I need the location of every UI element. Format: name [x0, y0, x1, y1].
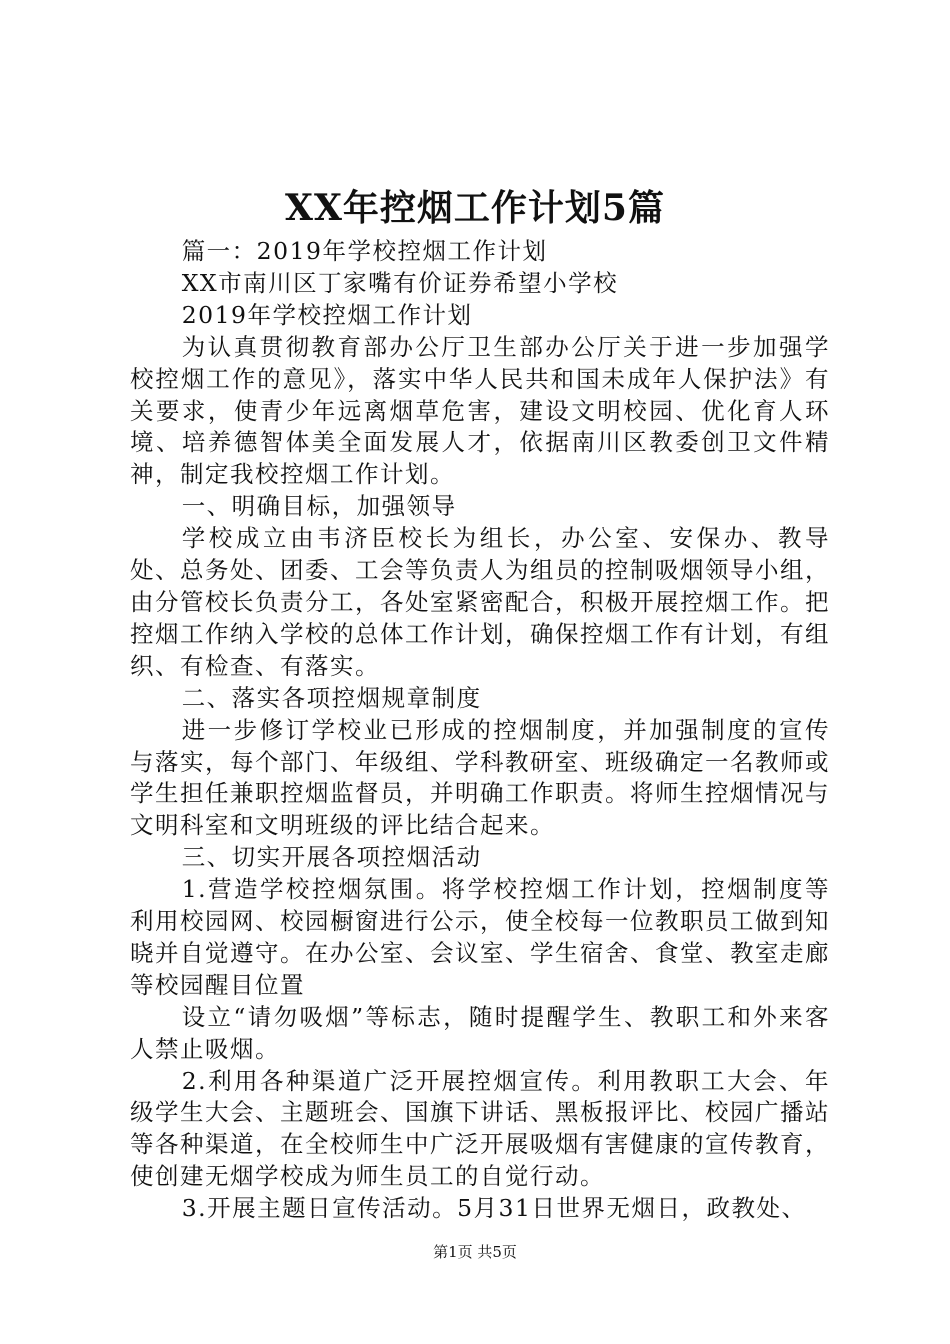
paragraph-section-one-heading: 一、明确目标，加强领导 — [181, 492, 457, 521]
paragraph-item-two: 2.利用各种渠道广泛开展控烟宣传。利用教职工大会、年级学生大会、主题班会、国旗下讲话、黑板报评比、校园广播站等各种渠道，在全校师生中广泛开展吸烟有害健康的宣传教育，使创建无烟学校成为师生员工的自觉行动。 — [130, 1066, 830, 1191]
paragraph-section-two-body: 进一步修订学校业已形成的控烟制度，并加强制度的宣传与落实，每个部门、年级组、学科教研室、班级确定一名教师或学生担任兼职控烟监督员，并明确工作职责。将师生控烟情况与文明科室和文明班级的评比结合起来。 — [130, 715, 830, 840]
paragraph-item-three: 3.开展主题日宣传活动。5月31日世界无烟日，政教处、 — [181, 1194, 807, 1223]
document-title: XX年控烟工作计划5篇 — [285, 187, 665, 229]
paragraph-section-one-body: 学校成立由韦济臣校长为组长，办公室、安保办、教导处、总务处、团委、工会等负责人为组员的控制吸烟领导小组，由分管校长负责分工，各处室紧密配合，积极开展控烟工作。把控烟工作纳入学校的总体工作计划，确保控烟工作有计划，有组织、有检查、有落实。 — [130, 524, 830, 680]
paragraph-section-two-heading: 二、落实各项控烟规章制度 — [181, 683, 482, 712]
paragraph-heading-part-one: 篇一：2019年学校控烟工作计划 — [181, 237, 548, 265]
paragraph-item-one: 1.营造学校控烟氛围。将学校控烟工作计划，控烟制度等利用校园网、校园橱窗进行公示，使全校每一位教职员工做到知晓并自觉遵守。在办公室、会议室、学生宿舍、食堂、教室走廊等校园醒目位置 — [130, 875, 830, 999]
paragraph-section-three-heading: 三、切实开展各项控烟活动 — [181, 843, 482, 872]
paragraph-plan-title: 2019年学校控烟工作计划 — [181, 300, 473, 329]
paragraph-item-one-continued: 设立“请勿吸烟”等标志，随时提醒学生、教职工和外来客人禁止吸烟。 — [130, 1002, 830, 1063]
document-body — [130, 236, 830, 1225]
page-footer: 第1页 共5页 — [433, 1243, 517, 1261]
paragraph-school-name: XX市南川区丁家嘴有价证券希望小学校 — [181, 268, 619, 297]
paragraph-introduction: 为认真贯彻教育部办公厅卫生部办公厅关于进一步加强学校控烟工作的意见》，落实中华人民共和国未成年人保护法》有关要求，使青少年远离烟草危害，建设文明校园、优化育人环境、培养德智体美全面发展人才，依据南川区教委创卫文件精神，制定我校控烟工作计划。 — [130, 332, 830, 489]
